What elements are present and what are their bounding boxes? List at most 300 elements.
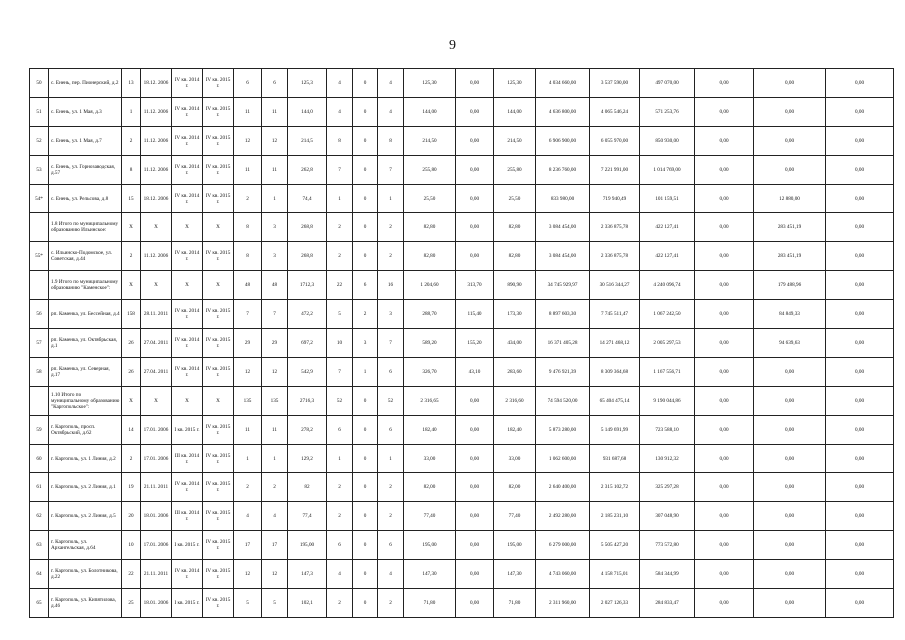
- table-cell: 2 316,65: [404, 386, 456, 415]
- table-cell-address: 1.8 Итого по муниципальному образованию Ильинское:: [49, 213, 122, 242]
- table-cell: 82,00: [494, 473, 536, 502]
- table-cell: 1: [262, 184, 288, 213]
- table-cell-address: рп. Каменка, ул. Бессейная, д.4: [49, 300, 122, 329]
- table-cell: 0: [353, 242, 378, 271]
- table-cell: X: [172, 386, 203, 415]
- table-cell: 12: [234, 357, 262, 386]
- table-cell: 17: [262, 531, 288, 560]
- table-cell: 0,00: [456, 386, 494, 415]
- table-cell: 0,00: [456, 242, 494, 271]
- table-cell: 326,70: [404, 357, 456, 386]
- table-cell: 0,00: [695, 560, 754, 589]
- table-cell: IV кв. 2015 г.: [203, 97, 234, 126]
- table-cell: 214,50: [494, 126, 536, 155]
- table-cell: 65 404 475,14: [590, 386, 640, 415]
- table-cell: 21.11. 2011: [141, 473, 172, 502]
- table-cell: 0,00: [826, 184, 894, 213]
- table-cell: 9 476 921,39: [536, 357, 590, 386]
- table-cell: 2: [327, 473, 353, 502]
- table-cell: 12 880,00: [754, 184, 826, 213]
- table-cell: IV кв. 2015 г.: [203, 473, 234, 502]
- table-cell: 48: [234, 271, 262, 300]
- table-cell: 833 980,00: [536, 184, 590, 213]
- table-cell: 7: [378, 329, 404, 358]
- table-cell: 434,00: [494, 329, 536, 358]
- table-cell: 1 204,60: [404, 271, 456, 300]
- table-cell: 0,00: [826, 69, 894, 98]
- table-cell: 0,00: [695, 329, 754, 358]
- table-subtotal-row: [30, 386, 894, 415]
- table-cell: 0,00: [695, 386, 754, 415]
- table-cell: 77,40: [404, 502, 456, 531]
- table-cell: 0,00: [456, 69, 494, 98]
- table-cell: 144,00: [404, 97, 456, 126]
- table-cell: 313,70: [456, 271, 494, 300]
- table-cell: 11: [234, 155, 262, 184]
- table-cell: 307 048,90: [640, 502, 695, 531]
- table-cell: 0,00: [695, 473, 754, 502]
- table-cell-address: с. Ильинско-Подомское, ул. Советская, д.44: [49, 242, 122, 271]
- table-cell: IV кв. 2014 г.: [172, 242, 203, 271]
- table-cell: 11.12. 2006: [141, 97, 172, 126]
- table-cell-address: рп. Каменка, ул. Северная, д.17: [49, 357, 122, 386]
- table-cell: 63: [30, 531, 49, 560]
- table-cell: 0,00: [456, 589, 494, 618]
- table-cell: 6: [327, 415, 353, 444]
- table-cell: 59: [30, 415, 49, 444]
- table-cell-address: 1.9 Итого по муниципальному образованию "Каменское":: [49, 271, 122, 300]
- table-cell: 0,00: [456, 560, 494, 589]
- table-cell: 17.01. 2006: [141, 415, 172, 444]
- table-cell: 0,00: [695, 502, 754, 531]
- table-cell: 571 253,76: [640, 97, 695, 126]
- table-cell: X: [203, 271, 234, 300]
- table-cell: 11: [262, 415, 288, 444]
- table-cell: 11.12. 2006: [141, 155, 172, 184]
- table-cell: IV кв. 2015 г.: [203, 415, 234, 444]
- table-cell: 5 873 280,00: [536, 415, 590, 444]
- table-cell-address: с. Енень, ул. Горнозаводская, д.57: [49, 155, 122, 184]
- table-cell: 30 516 344,27: [590, 271, 640, 300]
- table-cell: 62: [30, 502, 49, 531]
- table-cell: 7: [327, 155, 353, 184]
- table-cell: 94 639,63: [754, 329, 826, 358]
- table-cell: I кв. 2015 г.: [172, 589, 203, 618]
- table-row: [30, 357, 894, 386]
- table-cell: 0,00: [695, 213, 754, 242]
- table-cell: 262,8: [288, 155, 327, 184]
- table-cell: 82,80: [494, 213, 536, 242]
- table-cell: X: [203, 213, 234, 242]
- table-cell: 1712,3: [288, 271, 327, 300]
- table-cell: 0,00: [754, 155, 826, 184]
- table-cell: 22: [122, 560, 141, 589]
- table-cell: 1: [234, 444, 262, 473]
- table-cell: 57: [30, 329, 49, 358]
- table-cell: 589,20: [404, 329, 456, 358]
- table-cell: IV кв. 2015 г.: [203, 444, 234, 473]
- table-cell: 158: [122, 300, 141, 329]
- table-cell: 0,00: [826, 386, 894, 415]
- table-cell: 4 636 800,00: [536, 97, 590, 126]
- table-cell: 0,00: [695, 242, 754, 271]
- table-cell: 4 065 546,24: [590, 97, 640, 126]
- table-cell: 125,30: [404, 69, 456, 98]
- table-cell: 11: [262, 97, 288, 126]
- table-cell: 0,00: [456, 126, 494, 155]
- table-cell: 135: [234, 386, 262, 415]
- table-cell: 6 906 900,00: [536, 126, 590, 155]
- table-cell: IV кв. 2015 г.: [203, 531, 234, 560]
- table-cell: 8: [122, 155, 141, 184]
- table-row: [30, 69, 894, 98]
- table-cell: X: [122, 271, 141, 300]
- table-cell: 0,00: [826, 502, 894, 531]
- table-cell: 6: [378, 531, 404, 560]
- table-cell: 82,00: [404, 473, 456, 502]
- table-cell: 4: [378, 69, 404, 98]
- table-cell: 2: [234, 184, 262, 213]
- table-cell: 0,00: [456, 531, 494, 560]
- table-cell: 130 912,32: [640, 444, 695, 473]
- table-cell-address: г. Каргополь, ул. 1 Линия, д.2: [49, 444, 122, 473]
- table-cell: IV кв. 2014 г.: [172, 69, 203, 98]
- table-cell: 422 127,41: [640, 242, 695, 271]
- table-cell: 6: [327, 531, 353, 560]
- table-cell: 101 159,51: [640, 184, 695, 213]
- table-cell: 1: [378, 184, 404, 213]
- table-cell: 2: [378, 213, 404, 242]
- housing-register-table: [29, 68, 894, 618]
- table-cell: 11: [262, 155, 288, 184]
- table-cell: 8: [327, 126, 353, 155]
- table-cell: 4 158 715,01: [590, 560, 640, 589]
- table-cell: 0,00: [826, 560, 894, 589]
- table-cell: 0,00: [695, 444, 754, 473]
- table-cell: IV кв. 2014 г.: [172, 155, 203, 184]
- table-cell: IV кв. 2015 г.: [203, 502, 234, 531]
- table-cell: 8 897 603,30: [536, 300, 590, 329]
- table-cell: 0,00: [754, 415, 826, 444]
- table-cell: 0: [353, 155, 378, 184]
- table-cell: 268,8: [288, 213, 327, 242]
- table-cell: [30, 386, 49, 415]
- table-cell: 7 221 991,00: [590, 155, 640, 184]
- table-cell: 0,00: [456, 502, 494, 531]
- table-subtotal-row: [30, 271, 894, 300]
- table-cell: 0: [353, 97, 378, 126]
- table-row: [30, 444, 894, 473]
- table-cell: 9 190 044,86: [640, 386, 695, 415]
- table-cell: 18.12. 2006: [141, 69, 172, 98]
- table-cell: 0: [353, 213, 378, 242]
- table-cell: 125,30: [494, 69, 536, 98]
- table-cell: 0,00: [826, 357, 894, 386]
- table-cell: 4: [378, 560, 404, 589]
- table-cell: 11.12. 2006: [141, 126, 172, 155]
- table-cell: 4 743 060,00: [536, 560, 590, 589]
- table-cell: 0,00: [695, 415, 754, 444]
- table-cell: 0,00: [754, 531, 826, 560]
- table-cell: 3: [262, 242, 288, 271]
- table-cell: 2: [327, 502, 353, 531]
- table-cell: 14 271 468,12: [590, 329, 640, 358]
- table-cell: 50: [30, 69, 49, 98]
- table-cell: 3 084 454,00: [536, 213, 590, 242]
- table-cell: 25,50: [404, 184, 456, 213]
- table-cell: 195,00: [404, 531, 456, 560]
- table-cell: 15: [122, 184, 141, 213]
- table-cell: 33,00: [404, 444, 456, 473]
- table-cell: 697,2: [288, 329, 327, 358]
- table-cell: 12: [234, 560, 262, 589]
- table-cell: 27.04. 2011: [141, 329, 172, 358]
- table-cell: 0,00: [826, 473, 894, 502]
- table-cell: 2 316,60: [494, 386, 536, 415]
- table-cell: 3: [353, 329, 378, 358]
- table-cell: 11: [234, 415, 262, 444]
- table-cell: 472,2: [288, 300, 327, 329]
- table-row: [30, 329, 894, 358]
- table-cell: 14: [122, 415, 141, 444]
- table-row: [30, 184, 894, 213]
- table-cell: 0,00: [754, 589, 826, 618]
- table-cell: 0,00: [826, 155, 894, 184]
- table-cell: 34 745 929,97: [536, 271, 590, 300]
- table-cell: 74 594 520,00: [536, 386, 590, 415]
- table-cell: 12: [262, 126, 288, 155]
- table-cell: 0,00: [754, 473, 826, 502]
- table-cell: 7 745 511,47: [590, 300, 640, 329]
- table-cell: 102,1: [288, 589, 327, 618]
- table-cell: IV кв. 2015 г.: [203, 69, 234, 98]
- table-cell: 115,40: [456, 300, 494, 329]
- table-cell: 4: [234, 502, 262, 531]
- table-cell: 2: [234, 473, 262, 502]
- table-row: [30, 589, 894, 618]
- table-row: [30, 473, 894, 502]
- table-cell: 214,5: [288, 126, 327, 155]
- table-cell: 0,00: [695, 531, 754, 560]
- table-cell: 0: [353, 589, 378, 618]
- table-cell: 182,40: [404, 415, 456, 444]
- table-cell: 0,00: [754, 126, 826, 155]
- table-cell-address: г. Каргополь, ул. Архангельская, д.64: [49, 531, 122, 560]
- table-cell: 10: [327, 329, 353, 358]
- table-cell: 1 167 556,71: [640, 357, 695, 386]
- table-cell: 325 297,28: [640, 473, 695, 502]
- table-cell-address: с. Енень, ул. 1 Мая, д.7: [49, 126, 122, 155]
- table-cell: 2: [327, 589, 353, 618]
- table-cell: 173,30: [494, 300, 536, 329]
- table-cell: 53: [30, 155, 49, 184]
- table-cell: 48: [262, 271, 288, 300]
- table-cell: 0,00: [826, 444, 894, 473]
- table-cell: 179 488,96: [754, 271, 826, 300]
- table-cell: 723 588,10: [640, 415, 695, 444]
- table-cell: 64: [30, 560, 49, 589]
- table-cell: 0,00: [456, 184, 494, 213]
- table-cell: 0,00: [695, 589, 754, 618]
- table-cell: 0,00: [754, 386, 826, 415]
- table-cell: 12: [234, 126, 262, 155]
- table-cell: 890,90: [494, 271, 536, 300]
- table-cell: 65: [30, 589, 49, 618]
- table-cell: 182,40: [494, 415, 536, 444]
- table-cell: IV кв. 2015 г.: [203, 242, 234, 271]
- table-cell: 0,00: [695, 184, 754, 213]
- table-cell: 147,30: [404, 560, 456, 589]
- table-cell: 1 014 769,00: [640, 155, 695, 184]
- table-cell: 0,00: [695, 357, 754, 386]
- table-cell-address: г. Каргополь, просп. Октябрьский, д.62: [49, 415, 122, 444]
- table-cell: 10: [122, 531, 141, 560]
- table-cell: 0,00: [754, 357, 826, 386]
- table-cell: I кв. 2015 г.: [172, 531, 203, 560]
- table-cell: 0,00: [826, 589, 894, 618]
- table-cell: 26: [122, 357, 141, 386]
- table-cell: 7: [234, 300, 262, 329]
- table-cell: 255,80: [404, 155, 456, 184]
- table-cell: 1: [262, 444, 288, 473]
- table-row: [30, 97, 894, 126]
- table-cell: 33,00: [494, 444, 536, 473]
- table-cell: 7: [327, 357, 353, 386]
- table-cell: 278,2: [288, 415, 327, 444]
- table-cell: 17.01. 2006: [141, 531, 172, 560]
- table-cell: 497 070,00: [640, 69, 695, 98]
- table-cell: 2: [327, 213, 353, 242]
- table-cell: IV кв. 2014 г.: [172, 300, 203, 329]
- table-cell: 2 640 400,00: [536, 473, 590, 502]
- table-cell: 82,80: [494, 242, 536, 271]
- table-cell: 1 067 242,50: [640, 300, 695, 329]
- table-cell: 0,00: [826, 97, 894, 126]
- table-cell: 147,3: [288, 560, 327, 589]
- table-cell: [30, 271, 49, 300]
- table-cell: 0,00: [826, 242, 894, 271]
- table-cell: 283 451,19: [754, 242, 826, 271]
- table-cell: 8: [234, 242, 262, 271]
- table-cell-address: 1.10 Итого по муниципальному образованию "Каргопольское":: [49, 386, 122, 415]
- table-cell: 60: [30, 444, 49, 473]
- table-cell: 2: [353, 300, 378, 329]
- table-cell: 22: [327, 271, 353, 300]
- table-cell: 6 055 970,00: [590, 126, 640, 155]
- table-cell: 584 344,99: [640, 560, 695, 589]
- table-cell: 54*: [30, 184, 49, 213]
- table-cell: 3 084 454,00: [536, 242, 590, 271]
- table-row: [30, 560, 894, 589]
- table-cell: 0: [353, 69, 378, 98]
- table-cell: 8: [234, 213, 262, 242]
- table-cell: 6: [234, 69, 262, 98]
- table-cell: X: [203, 386, 234, 415]
- table-cell: X: [172, 271, 203, 300]
- table-row: [30, 415, 894, 444]
- table-cell: 12: [262, 560, 288, 589]
- table-cell: 1: [378, 444, 404, 473]
- table-cell: 268,8: [288, 242, 327, 271]
- table-cell-address: с. Енень, ул. 1 Мая, д.3: [49, 97, 122, 126]
- table-cell: 77,4: [288, 502, 327, 531]
- table-cell: 2: [378, 242, 404, 271]
- table-cell: 0,00: [456, 213, 494, 242]
- table-cell: 4: [378, 97, 404, 126]
- table-cell: 422 127,41: [640, 213, 695, 242]
- table-cell: IV кв. 2014 г.: [172, 329, 203, 358]
- table-cell: 52: [378, 386, 404, 415]
- table-cell: IV кв. 2014 г.: [172, 184, 203, 213]
- table-cell: 283,60: [494, 357, 536, 386]
- table-cell: 2 492 280,00: [536, 502, 590, 531]
- table-cell: 74,4: [288, 184, 327, 213]
- table-cell: 56: [30, 300, 49, 329]
- table-cell: 7: [378, 155, 404, 184]
- table-cell: IV кв. 2015 г.: [203, 155, 234, 184]
- table-cell: 6: [353, 271, 378, 300]
- table-cell: 2: [378, 502, 404, 531]
- table-cell: 5: [234, 589, 262, 618]
- table-cell: 1: [327, 444, 353, 473]
- table-cell: 155,20: [456, 329, 494, 358]
- table-cell: IV кв. 2014 г.: [172, 357, 203, 386]
- table-cell: 2 311 960,00: [536, 589, 590, 618]
- table-cell: 2 336 875,78: [590, 213, 640, 242]
- table-cell: 11.12. 2006: [141, 242, 172, 271]
- table-cell: 0: [353, 531, 378, 560]
- table-cell: 0,00: [695, 69, 754, 98]
- table-cell: 12: [262, 357, 288, 386]
- table-cell: X: [122, 213, 141, 242]
- table-cell: 284 833,47: [640, 589, 695, 618]
- table-cell-address: г. Каргополь, ул. 2 Линия, д.5: [49, 502, 122, 531]
- table-cell: 195,00: [494, 531, 536, 560]
- table-row: [30, 242, 894, 271]
- table-cell: 255,80: [494, 155, 536, 184]
- table-cell: 25: [122, 589, 141, 618]
- table-cell: 17: [234, 531, 262, 560]
- table-cell: 0,00: [695, 271, 754, 300]
- table-cell: 2: [262, 473, 288, 502]
- table-cell: 58: [30, 357, 49, 386]
- table-cell: 0,00: [826, 329, 894, 358]
- table-cell: 0: [353, 473, 378, 502]
- table-cell: 144,00: [494, 97, 536, 126]
- table-cell: 144,0: [288, 97, 327, 126]
- table-cell: 850 930,00: [640, 126, 695, 155]
- table-cell: 18.01. 2006: [141, 589, 172, 618]
- table-row: [30, 300, 894, 329]
- table-cell: 2 027 126,33: [590, 589, 640, 618]
- table-cell: 0,00: [456, 155, 494, 184]
- table-cell: 3: [262, 213, 288, 242]
- table-cell: 135: [262, 386, 288, 415]
- table-cell: 2716,3: [288, 386, 327, 415]
- table-cell: 18.12. 2006: [141, 184, 172, 213]
- table-row: [30, 155, 894, 184]
- table-cell: 4 240 096,74: [640, 271, 695, 300]
- table-row: [30, 531, 894, 560]
- table-cell: 11: [234, 97, 262, 126]
- table-cell: 0,00: [826, 415, 894, 444]
- table-cell: 4: [327, 560, 353, 589]
- table-cell: 82,80: [404, 242, 456, 271]
- table-cell: 2: [122, 242, 141, 271]
- table-cell: 16 371 405,28: [536, 329, 590, 358]
- table-cell: 2: [378, 473, 404, 502]
- table-cell: 0,00: [695, 97, 754, 126]
